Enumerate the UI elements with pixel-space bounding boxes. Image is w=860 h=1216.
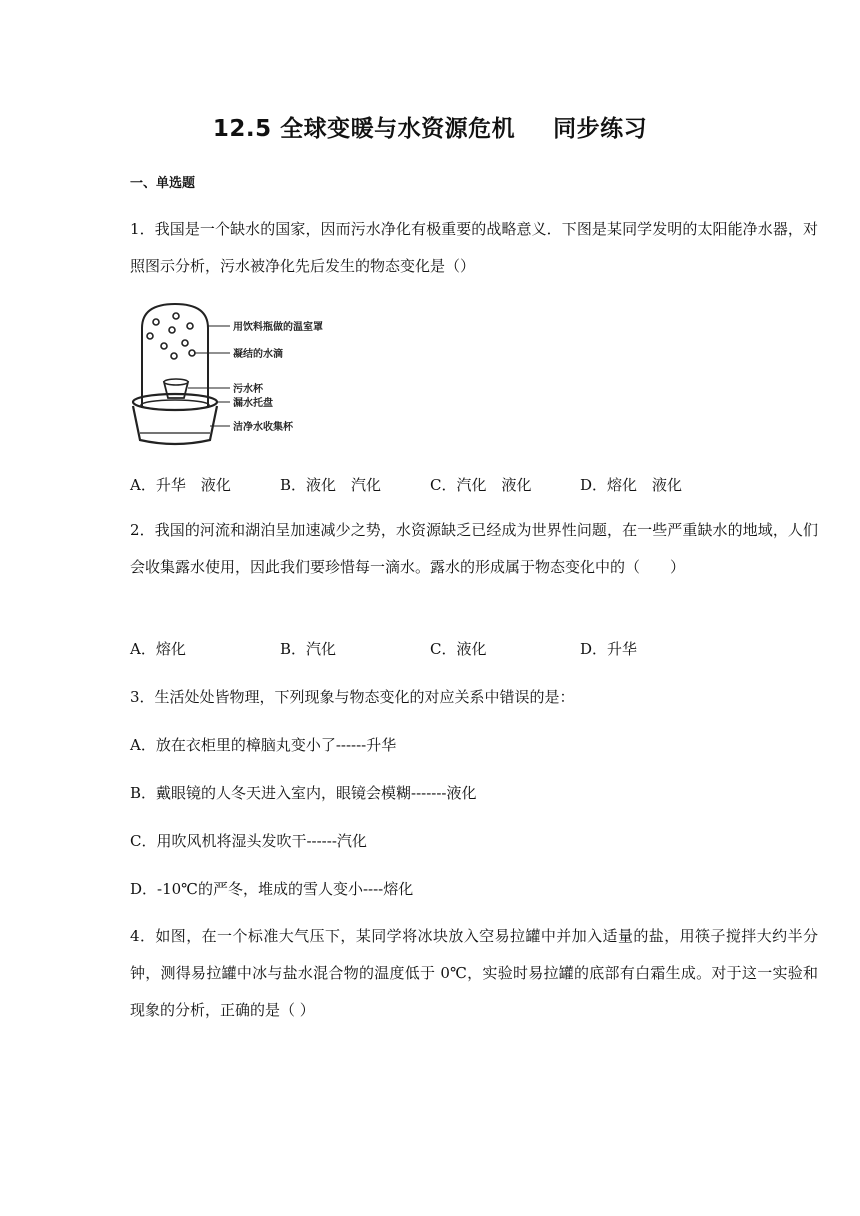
- question-3-text: 3．生活处处皆物理，下列现象与物态变化的对应关系中错误的是：: [130, 688, 575, 706]
- figure-label-dome: 用饮料瓶做的温室罩: [233, 322, 323, 333]
- option-d: D．熔化 液化: [580, 476, 683, 494]
- title-main: 12.5 全球变暖与水资源危机: [212, 116, 516, 142]
- question-2-text: 2．我国的河流和湖泊呈加速减少之势，水资源缺乏已经成为世界性问题，在一些严重缺水的地域，人们会收集露水使用，因此我们要珍惜每一滴水。露水的形成属于物态变化中的（ ）: [130, 521, 818, 576]
- figure-label-tray: 漏水托盘: [233, 398, 273, 409]
- option-a: A．升华 液化: [130, 476, 231, 494]
- option-b: B．汽化: [280, 640, 337, 658]
- title-sub: 同步练习: [553, 116, 648, 142]
- question-4-text: 4．如图，在一个标准大气压下，某同学将冰块放入空易拉罐中并加入适量的盐，用筷子搅拌大约半分钟，测得易拉罐中冰与盐水混合物的温度低于 0℃，实验时易拉罐的底部有白霜生成。对于这一实验和现象的分析，正确的是（ ）: [130, 927, 818, 1019]
- question-3-option-b: B．戴眼镜的人冬天进入室内，眼镜会模糊-------液化: [130, 784, 477, 802]
- option-b: B．液化 汽化: [280, 476, 382, 494]
- question-3-option-d: D．-10℃的严冬，堆成的雪人变小----熔化: [130, 880, 414, 898]
- question-3-option-c: C．用吹风机将湿头发吹干------汽化: [130, 832, 367, 850]
- figure-label-droplets: 凝结的水滴: [233, 349, 283, 360]
- question-2-options: [130, 638, 637, 659]
- option-a: A．熔化: [130, 640, 186, 658]
- solar-water-purifier-diagram: [130, 298, 380, 448]
- question-3-option-a: A．放在衣柜里的樟脑丸变小了------升华: [130, 736, 397, 754]
- figure-label-dirty-cup: 污水杯: [233, 384, 263, 395]
- question-1-options: [130, 474, 682, 495]
- figure-label-clean-cup: 洁净水收集杯: [233, 422, 293, 433]
- page-title: [0, 110, 860, 143]
- question-1-text: 1．我国是一个缺水的国家，因而污水净化有极重要的战略意义．下图是某同学发明的太阳能净水器，对照图示分析，污水被净化先后发生的物态变化是（）: [130, 220, 818, 275]
- option-d: D．升华: [580, 640, 638, 658]
- option-c: C．汽化 液化: [430, 476, 532, 494]
- option-c: C．液化: [430, 640, 487, 658]
- section-heading: 一、单选题: [130, 176, 196, 191]
- question-1-figure: [130, 298, 380, 448]
